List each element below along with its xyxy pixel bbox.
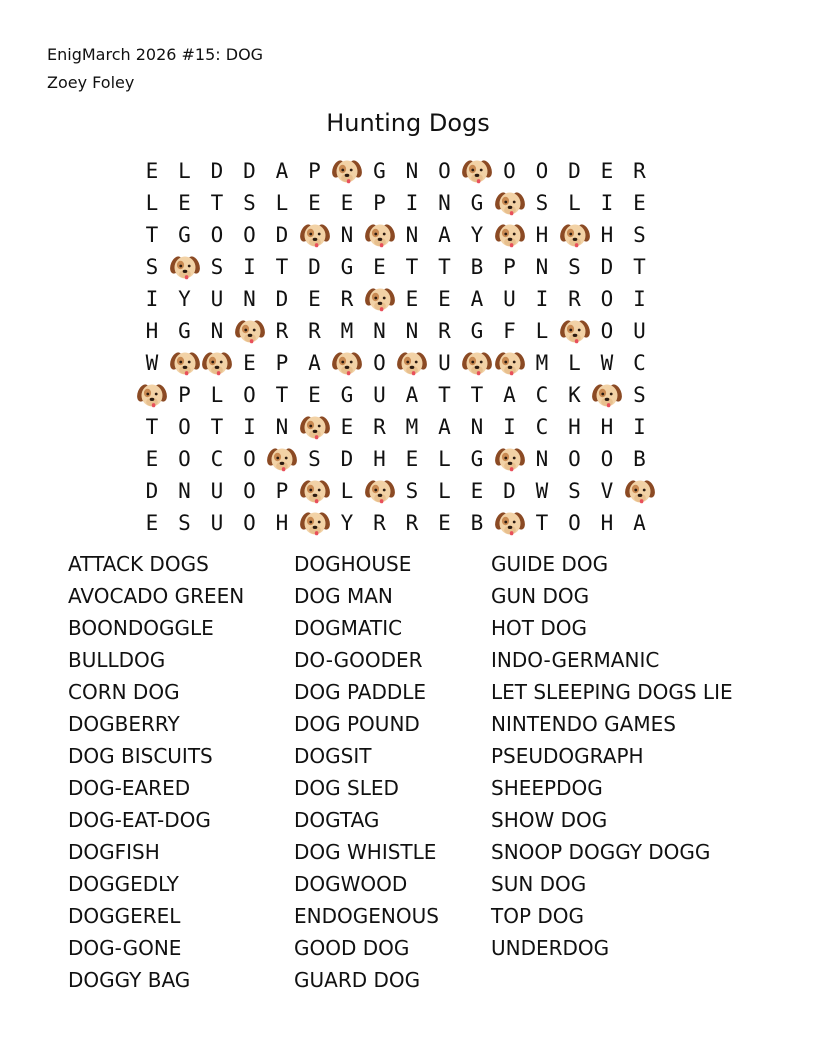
grid-letter: C xyxy=(210,447,224,471)
grid-letter: E xyxy=(405,287,419,311)
word-list-item: SNOOP DOGGY DOGG xyxy=(491,840,711,864)
grid-letter: M xyxy=(535,351,549,375)
grid-letter: T xyxy=(633,255,646,279)
grid-letter: E xyxy=(405,447,419,471)
word-list-item: DOG SLED xyxy=(294,776,399,800)
grid-letter: L xyxy=(568,351,581,375)
grid-letter: D xyxy=(600,255,614,279)
grid-letter: O xyxy=(210,223,224,247)
word-list-item: DOGGEDLY xyxy=(68,872,179,896)
puzzle-title: Hunting Dogs xyxy=(326,109,490,137)
dog-face-icon xyxy=(396,347,428,379)
grid-letter: P xyxy=(178,383,191,407)
grid-row xyxy=(136,475,656,507)
dog-face-icon xyxy=(494,443,526,475)
grid-letter: E xyxy=(373,255,386,279)
word-list-column-2 xyxy=(294,548,439,996)
dog-face-icon xyxy=(234,315,266,347)
grid-letter: E xyxy=(178,191,191,215)
grid-letter: R xyxy=(633,159,646,183)
grid-letter: E xyxy=(308,383,321,407)
dog-face-icon xyxy=(494,347,526,379)
grid-letter: G xyxy=(373,159,386,183)
grid-letter: B xyxy=(470,255,484,279)
grid-letter: T xyxy=(145,223,159,247)
grid-letter: S xyxy=(178,511,191,535)
grid-letter: E xyxy=(600,159,614,183)
grid-row xyxy=(136,379,656,411)
grid-letter: I xyxy=(633,287,646,311)
grid-letter: S xyxy=(568,255,581,279)
word-list-item: PSEUDOGRAPH xyxy=(491,744,644,768)
grid-row xyxy=(136,219,656,251)
grid-letter: P xyxy=(503,255,516,279)
grid-letter: I xyxy=(243,255,256,279)
grid-letter: M xyxy=(405,415,419,439)
grid-letter: O xyxy=(243,447,256,471)
grid-letter: E xyxy=(340,191,354,215)
grid-letter: I xyxy=(405,191,419,215)
grid-letter: Y xyxy=(470,223,484,247)
grid-letter: S xyxy=(145,255,159,279)
grid-letter: U xyxy=(210,511,224,535)
grid-letter: S xyxy=(633,223,646,247)
grid-letter: C xyxy=(633,351,646,375)
grid-letter: S xyxy=(308,447,321,471)
grid-letter: S xyxy=(210,255,224,279)
grid-letter: O xyxy=(178,415,191,439)
grid-letter: L xyxy=(210,383,224,407)
grid-letter: T xyxy=(275,255,289,279)
grid-letter: N xyxy=(405,223,419,247)
grid-letter: E xyxy=(243,351,256,375)
grid-letter: A xyxy=(275,159,289,183)
grid-letter: L xyxy=(535,319,549,343)
grid-letter: N xyxy=(373,319,386,343)
grid-letter: O xyxy=(568,511,581,535)
word-list-item: DOGTAG xyxy=(294,808,380,832)
word-list-item: BULLDOG xyxy=(68,648,166,672)
grid-letter: H xyxy=(535,223,549,247)
grid-letter: E xyxy=(438,511,451,535)
grid-letter: R xyxy=(438,319,451,343)
grid-letter: E xyxy=(308,287,321,311)
grid-letter: G xyxy=(340,383,354,407)
grid-row xyxy=(136,251,656,283)
grid-letter: H xyxy=(145,319,159,343)
word-list-item: SHOW DOG xyxy=(491,808,608,832)
grid-letter: L xyxy=(438,479,451,503)
grid-letter: T xyxy=(438,255,451,279)
word-list-item: GUARD DOG xyxy=(294,968,421,992)
grid-letter: C xyxy=(535,415,549,439)
word-list-item: DOG BISCUITS xyxy=(68,744,213,768)
grid-letter: I xyxy=(535,287,549,311)
grid-letter: P xyxy=(275,479,289,503)
grid-letter: I xyxy=(243,415,256,439)
word-list-column-3 xyxy=(491,548,733,964)
grid-letter: A xyxy=(633,511,646,535)
grid-letter: G xyxy=(470,447,484,471)
word-list-item: LET SLEEPING DOGS LIE xyxy=(491,680,733,704)
grid-letter: G xyxy=(470,319,484,343)
grid-letter: R xyxy=(373,511,386,535)
dog-face-icon xyxy=(494,187,526,219)
word-list-item: GUIDE DOG xyxy=(491,552,609,576)
grid-letter: N xyxy=(210,319,224,343)
grid-letter: N xyxy=(405,159,419,183)
grid-letter: T xyxy=(275,383,289,407)
word-list-item: GOOD DOG xyxy=(294,936,410,960)
grid-letter: N xyxy=(438,191,451,215)
word-list-item: SUN DOG xyxy=(491,872,587,896)
word-list-item: DO-GOODER xyxy=(294,648,423,672)
dog-face-icon xyxy=(169,347,201,379)
grid-letter: O xyxy=(243,479,256,503)
dog-face-icon xyxy=(494,219,526,251)
grid-letter: N xyxy=(470,415,484,439)
grid-letter: W xyxy=(600,351,614,375)
grid-letter: Y xyxy=(178,287,191,311)
letter-grid xyxy=(136,155,656,539)
grid-letter: U xyxy=(438,351,451,375)
grid-letter: O xyxy=(243,511,256,535)
grid-letter: O xyxy=(600,447,614,471)
grid-letter: A xyxy=(438,223,451,247)
puzzle-id: EnigMarch 2026 #15: DOG xyxy=(47,45,264,64)
grid-letter: U xyxy=(633,319,646,343)
grid-letter: O xyxy=(243,223,256,247)
grid-row xyxy=(136,411,656,443)
grid-letter: D xyxy=(568,159,581,183)
word-list-item: BOONDOGGLE xyxy=(68,616,214,640)
grid-letter: O xyxy=(178,447,191,471)
grid-row xyxy=(136,507,656,539)
grid-letter: L xyxy=(178,159,191,183)
word-list-item: TOP DOG xyxy=(491,904,585,928)
grid-row xyxy=(136,155,656,187)
grid-letter: T xyxy=(210,191,224,215)
word-list-item: DOGMATIC xyxy=(294,616,403,640)
grid-letter: R xyxy=(308,319,321,343)
grid-letter: H xyxy=(373,447,386,471)
dog-face-icon xyxy=(299,411,331,443)
grid-letter: O xyxy=(600,287,614,311)
grid-letter: A xyxy=(503,383,516,407)
word-list-item: DOGBERRY xyxy=(68,712,180,736)
grid-letter: K xyxy=(568,383,581,407)
word-list-item: DOGGEREL xyxy=(68,904,181,928)
grid-letter: H xyxy=(600,511,614,535)
word-list-item: DOGSIT xyxy=(294,744,372,768)
grid-letter: O xyxy=(535,159,549,183)
grid-letter: O xyxy=(600,319,614,343)
grid-letter: M xyxy=(340,319,354,343)
grid-row xyxy=(136,443,656,475)
dog-face-icon xyxy=(331,155,363,187)
word-list-item: DOGFISH xyxy=(68,840,160,864)
grid-letter: E xyxy=(340,415,354,439)
grid-letter: E xyxy=(145,511,159,535)
grid-letter: S xyxy=(243,191,256,215)
grid-letter: E xyxy=(308,191,321,215)
grid-letter: C xyxy=(535,383,549,407)
grid-letter: L xyxy=(145,191,159,215)
grid-letter: G xyxy=(178,319,191,343)
grid-letter: H xyxy=(600,415,614,439)
grid-row xyxy=(136,283,656,315)
grid-letter: O xyxy=(438,159,451,183)
grid-letter: G xyxy=(178,223,191,247)
grid-letter: N xyxy=(178,479,191,503)
dog-face-icon xyxy=(494,507,526,539)
grid-letter: I xyxy=(600,191,614,215)
grid-letter: U xyxy=(210,287,224,311)
word-list-item: DOG-EAT-DOG xyxy=(68,808,211,832)
grid-letter: N xyxy=(535,447,549,471)
word-list-item: SHEEPDOG xyxy=(491,776,603,800)
word-list-item: DOGGY BAG xyxy=(68,968,191,992)
grid-letter: A xyxy=(405,383,419,407)
grid-letter: W xyxy=(145,351,159,375)
word-list-item: ENDOGENOUS xyxy=(294,904,439,928)
grid-letter: R xyxy=(340,287,354,311)
grid-letter: N xyxy=(275,415,289,439)
grid-letter: V xyxy=(600,479,614,503)
grid-letter: N xyxy=(243,287,256,311)
word-list-item: DOG-EARED xyxy=(68,776,191,800)
dog-face-icon xyxy=(624,475,656,507)
grid-letter: B xyxy=(470,511,484,535)
word-list-item: DOG MAN xyxy=(294,584,393,608)
grid-letter: E xyxy=(633,191,646,215)
grid-letter: E xyxy=(438,287,451,311)
grid-letter: I xyxy=(503,415,516,439)
dog-face-icon xyxy=(299,475,331,507)
dog-face-icon xyxy=(201,347,233,379)
grid-letter: W xyxy=(535,479,549,503)
dog-face-icon xyxy=(299,219,331,251)
grid-letter: O xyxy=(568,447,581,471)
dog-face-icon xyxy=(591,379,623,411)
dog-face-icon xyxy=(559,219,591,251)
word-list-item: CORN DOG xyxy=(68,680,180,704)
grid-letter: R xyxy=(373,415,386,439)
grid-letter: S xyxy=(535,191,549,215)
grid-letter: L xyxy=(340,479,354,503)
grid-letter: D xyxy=(275,223,289,247)
word-list-item: DOGWOOD xyxy=(294,872,408,896)
grid-letter: F xyxy=(503,319,516,343)
word-list-item: DOG-GONE xyxy=(68,936,182,960)
grid-letter: B xyxy=(633,447,646,471)
grid-letter: H xyxy=(568,415,581,439)
grid-letter: P xyxy=(308,159,321,183)
word-list-item: DOG PADDLE xyxy=(294,680,427,704)
grid-letter: I xyxy=(633,415,646,439)
grid-letter: R xyxy=(275,319,289,343)
grid-letter: Y xyxy=(340,511,354,535)
grid-letter: A xyxy=(470,287,484,311)
dog-face-icon xyxy=(331,347,363,379)
grid-letter: P xyxy=(275,351,289,375)
grid-letter: U xyxy=(210,479,224,503)
grid-row xyxy=(136,187,656,219)
word-list-column-1 xyxy=(68,548,244,996)
grid-letter: L xyxy=(438,447,451,471)
grid-letter: I xyxy=(145,287,159,311)
dog-face-icon xyxy=(266,443,298,475)
word-list-item: DOG WHISTLE xyxy=(294,840,437,864)
grid-letter: D xyxy=(145,479,159,503)
grid-letter: S xyxy=(568,479,581,503)
dog-face-icon xyxy=(364,475,396,507)
word-list-item: AVOCADO GREEN xyxy=(68,584,245,608)
grid-row xyxy=(136,347,656,379)
grid-letter: O xyxy=(373,351,386,375)
dog-face-icon xyxy=(461,155,493,187)
grid-letter: O xyxy=(243,383,256,407)
grid-letter: E xyxy=(470,479,484,503)
word-list-item: DOGHOUSE xyxy=(294,552,412,576)
dog-face-icon xyxy=(559,315,591,347)
grid-letter: L xyxy=(275,191,289,215)
word-list-item: HOT DOG xyxy=(491,616,587,640)
dog-face-icon xyxy=(461,347,493,379)
word-list-item: NINTENDO GAMES xyxy=(491,712,676,736)
word-list-item: GUN DOG xyxy=(491,584,590,608)
grid-letter: E xyxy=(145,159,159,183)
word-list-item: DOG POUND xyxy=(294,712,420,736)
dog-face-icon xyxy=(169,251,201,283)
grid-letter: A xyxy=(438,415,451,439)
grid-letter: D xyxy=(308,255,321,279)
dog-face-icon xyxy=(364,283,396,315)
grid-letter: D xyxy=(210,159,224,183)
grid-letter: R xyxy=(405,511,419,535)
grid-letter: O xyxy=(503,159,516,183)
grid-letter: N xyxy=(535,255,549,279)
grid-letter: L xyxy=(568,191,581,215)
word-list-item: INDO-GERMANIC xyxy=(491,648,660,672)
grid-letter: G xyxy=(470,191,484,215)
grid-letter: N xyxy=(405,319,419,343)
grid-letter: A xyxy=(308,351,321,375)
grid-letter: D xyxy=(503,479,516,503)
grid-letter: U xyxy=(503,287,516,311)
grid-letter: R xyxy=(568,287,581,311)
dog-face-icon xyxy=(299,507,331,539)
word-list-item: UNDERDOG xyxy=(491,936,610,960)
grid-letter: N xyxy=(340,223,354,247)
grid-letter: S xyxy=(633,383,646,407)
grid-letter: D xyxy=(275,287,289,311)
grid-letter: T xyxy=(438,383,451,407)
grid-letter: G xyxy=(340,255,354,279)
grid-letter: P xyxy=(373,191,386,215)
grid-letter: E xyxy=(145,447,159,471)
word-list-item: ATTACK DOGS xyxy=(68,552,209,576)
grid-letter: T xyxy=(405,255,419,279)
grid-letter: T xyxy=(535,511,549,535)
grid-letter: T xyxy=(145,415,159,439)
grid-letter: T xyxy=(210,415,224,439)
grid-letter: H xyxy=(275,511,289,535)
author-name: Zoey Foley xyxy=(47,73,135,92)
grid-letter: T xyxy=(470,383,484,407)
dog-face-icon xyxy=(136,379,168,411)
grid-row xyxy=(136,315,656,347)
grid-letter: D xyxy=(340,447,354,471)
dog-face-icon xyxy=(364,219,396,251)
grid-letter: D xyxy=(243,159,256,183)
grid-letter: H xyxy=(600,223,614,247)
grid-letter: S xyxy=(405,479,419,503)
grid-letter: U xyxy=(373,383,386,407)
